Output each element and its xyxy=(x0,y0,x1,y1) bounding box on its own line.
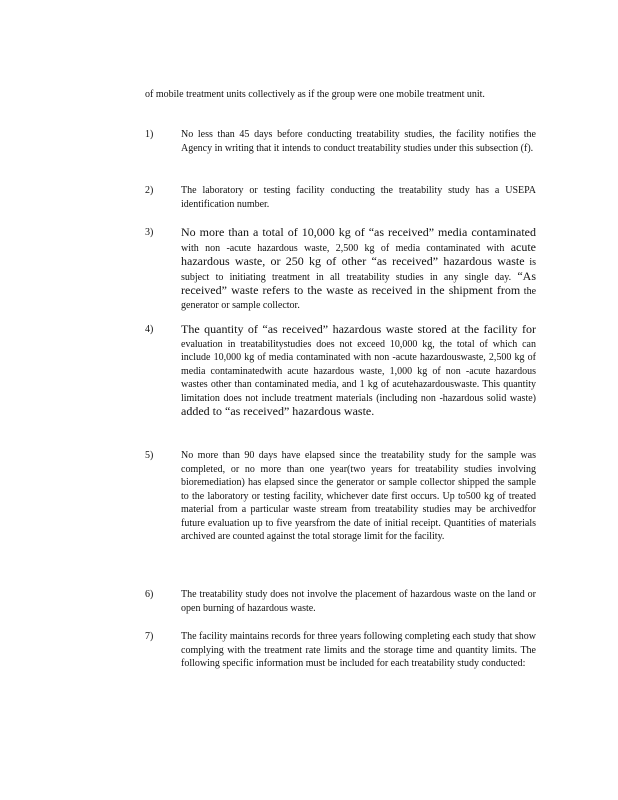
item-text: The laboratory or testing facility conducting the treatability study has a USEPA identification number. xyxy=(181,185,536,210)
item-text: The treatability study does not involve the placement of hazardous waste on the land or open burning of hazardous waste. xyxy=(181,589,536,614)
item-number: 3) xyxy=(145,227,154,238)
item-text-part: with non -acute hazardous waste, 2,500 kg of media contaminated with xyxy=(181,242,505,254)
item-number: 5) xyxy=(145,450,154,461)
item-number: 7) xyxy=(145,631,154,642)
item-text-part: acute hazardous waste, or 250 kg of other “as received” hazardous waste xyxy=(181,239,536,268)
item-number: 1) xyxy=(145,129,154,140)
item-number: 4) xyxy=(145,324,154,335)
item-text: No less than 45 days before conducting treatability studies, the facility notifies the Agency in writing that it intends to conduct treatability studies under this subsection (f). xyxy=(181,129,536,154)
item-text: No more than 90 days have elapsed since the treatability study for the sample was completed, or no more than one year(two years for treatability studies involving bioremediation) has elapsed since the generator or sample collector shipped the sample to the laboratory or testing facility, whichever date first occurs. Up to500 kg of treated material from a particular waste stream from treatability studies may be archivedfor future evaluation up to five yearsfrom the date of initial receipt. Quantities of materials archived are counted against the total storage limit for the facility. xyxy=(181,450,536,542)
item-text-part: the generator or sample collector. xyxy=(181,286,537,311)
item-text-part: added to “as received” hazardous waste. xyxy=(181,404,375,418)
item-text-part: No more than a total of 10,000 kg of “as received” media contaminated xyxy=(181,225,536,239)
item-text: The facility maintains records for three years following completing each study that show complying with the treatment rate limits and the storage time and quantity limits. The following specific information must be included for each treatability study conducted: xyxy=(181,631,536,669)
item-text-part: The quantity of “as received” hazardous waste stored at the facility for xyxy=(181,322,536,336)
item-number: 2) xyxy=(145,185,154,196)
intro-paragraph: of mobile treatment units collectively as if the group were one mobile treatment unit. xyxy=(145,89,485,100)
item-text-part: “As received” waste refers to the waste as received in the shipment from xyxy=(181,268,537,297)
item-text xyxy=(181,226,536,312)
item-text-part: evaluation in treatabilitystudies does not exceed 10,000 kg, the total of which can include 10,000 kg of media contaminated with non -acute hazardouswaste, 2,500 kg of media contaminatedwith acute hazardous waste, 1,000 kg of non -acute hazardous wastes other than contaminated media, and 1 kg of acutehazardouswaste. This quantity limitation does not include treatment materials (including non -hazardous solid waste) xyxy=(181,338,536,404)
item-number: 6) xyxy=(145,589,154,600)
item-text xyxy=(181,323,536,420)
item-text-part: is subject to initiating treatment in all treatability studies in any single day. xyxy=(181,257,537,283)
